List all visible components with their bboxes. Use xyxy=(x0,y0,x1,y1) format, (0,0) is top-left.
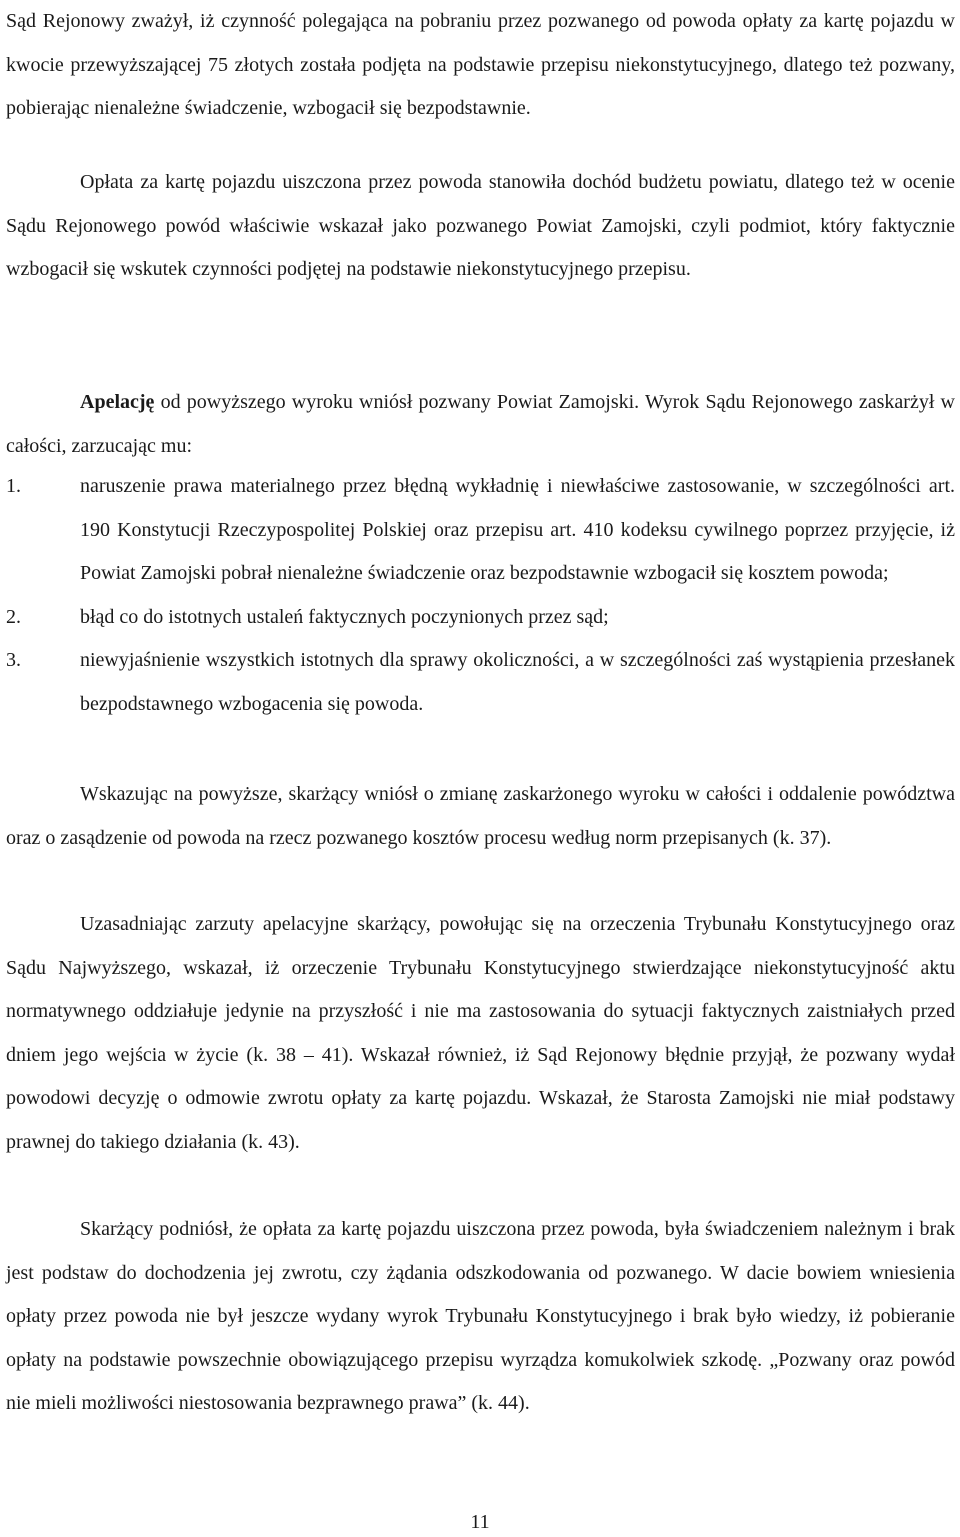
list-item xyxy=(6,465,955,596)
paragraph-3 xyxy=(6,381,955,468)
list-item xyxy=(6,639,955,726)
paragraph-1: Sąd Rejonowy zważył, iż czynność polegająca na pobraniu przez pozwanego od powoda opłaty za kartę pojazdu w kwocie przewyższającej 75 złotych została podjęta na podstawie przepisu niekonstytucyjnego, dlatego też pozwany, pobierając nienależne świadczenie, wzbogacił się bezpodstawnie. xyxy=(6,10,955,120)
list-item-number: 2. xyxy=(6,605,21,628)
list-item-text: błąd co do istotnych ustaleń faktycznych poczynionych przez sąd; xyxy=(80,605,609,628)
list-item-number: 3. xyxy=(6,649,21,672)
paragraph-5: Uzasadniając zarzuty apelacyjne skarżący, powołując się na orzeczenia Trybunału Konstytucyjnego oraz Sądu Najwyższego, wskazał, iż orzeczenie Trybunału Konstytucyjnego stwierdzające niekonstytucyjność aktu normatywnego oddziałuje jedynie na przyszłość i nie ma zastosowania do sytuacji faktycznych zaistniałych przed dniem jego wejścia w życie (k. 38 – 41). Wskazał również, iż Sąd Rejonowy błędnie przyjął, że pozwany wydał powodowi decyzję o odmowie zwrotu opłaty za kartę pojazdu. Wskazał, że Starosta Zamojski nie miał podstawy prawnej do takiego działania (k. 43). xyxy=(6,913,955,1153)
list-item-text: niewyjaśnienie wszystkich istotnych dla sprawy okoliczności, a w szczególności zaś wystąpienia przesłanek bezpodstawnego wzbogacenia się powoda. xyxy=(80,649,955,715)
paragraph-6: Skarżący podniósł, że opłata za kartę pojazdu uiszczona przez powoda, była świadczeniem należnym i brak jest podstaw do dochodzenia jej zwrotu, czy żądania odszkodowania od pozwanego. W dacie bowiem wniesienia opłaty przez powoda nie był jeszcze wydany wyrok Trybunału Konstytucyjnego i brak było wiedzy, iż pobieranie opłaty na podstawie powszechnie obowiązującego przepisu wyrządza komukolwiek szkodę. „Pozwany oraz powód nie mieli możliwości niestosowania bezprawnego prawa” (k. 44). xyxy=(6,1218,955,1415)
paragraph-3-text: od powyższego wyroku wniósł pozwany Powiat Zamojski. Wyrok Sądu Rejonowego zaskarżył w całości, zarzucając mu: xyxy=(6,391,955,457)
list-item-text: naruszenie prawa materialnego przez błędną wykładnię i niewłaściwe zastosowanie, w szczególności art. 190 Konstytucji Rzeczypospolitej Polskiej oraz przepisu art. 410 kodeksu cywilnego poprzez przyjęcie, iż Powiat Zamojski pobrał nienależne świadczenie oraz bezpodstawnie wzbogacił się kosztem powoda; xyxy=(80,475,955,585)
paragraph-4: Wskazując na powyższe, skarżący wniósł o zmianę zaskarżonego wyroku w całości i oddalenie powództwa oraz o zasądzenie od powoda na rzecz pozwanego kosztów procesu według norm przepisanych (k. 37). xyxy=(6,783,955,849)
list-item-number: 1. xyxy=(6,475,21,497)
page-number: 11 xyxy=(470,1511,490,1533)
appeal-charges-list xyxy=(6,465,955,727)
appeal-heading-word: Apelację xyxy=(80,391,155,413)
paragraph-2: Opłata za kartę pojazdu uiszczona przez powoda stanowiła dochód budżetu powiatu, dlatego też w ocenie Sądu Rejonowego powód właściwie wskazał jako pozwanego Powiat Zamojski, czyli podmiot, który faktycznie wzbogacił się wskutek czynności podjętej na podstawie niekonstytucyjnego przepisu. xyxy=(6,171,955,281)
list-item xyxy=(6,596,955,640)
